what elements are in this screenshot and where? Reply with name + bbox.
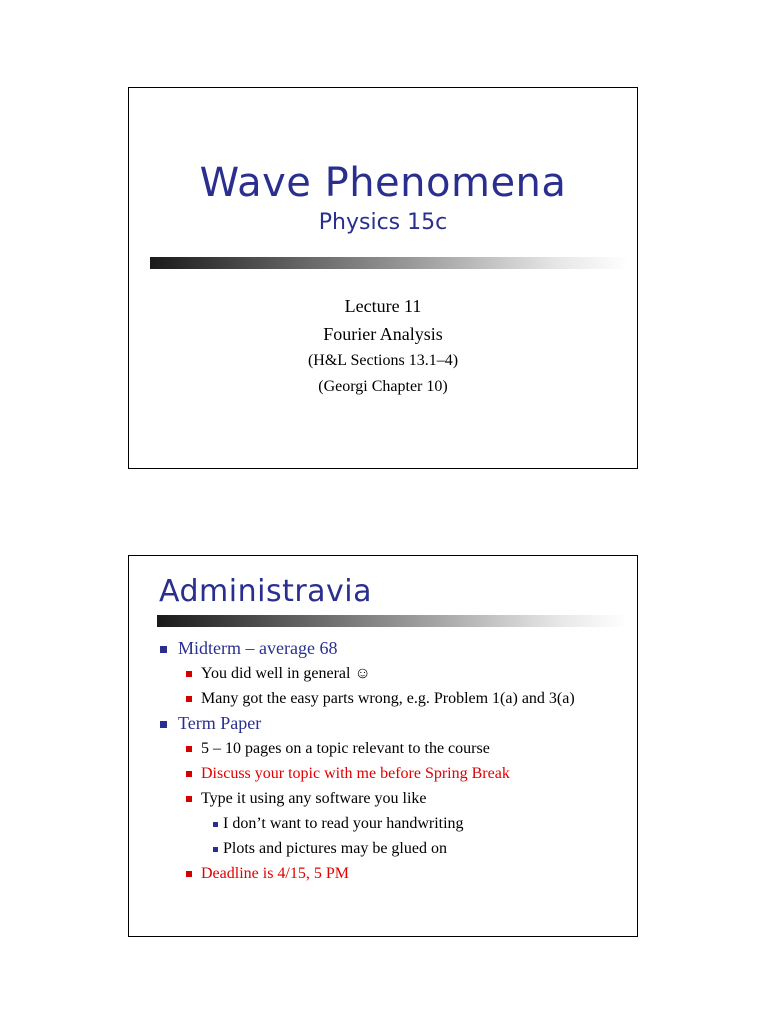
square-bullet-icon: [213, 847, 218, 852]
lecture-topic: Fourier Analysis: [323, 324, 443, 344]
bullet-text: Plots and pictures may be glued on: [223, 840, 447, 857]
square-bullet-icon: [186, 671, 192, 677]
bullet-item-level-1: [129, 711, 637, 736]
bullet-item-level-2: [129, 661, 637, 686]
bullet-item-level-3: [129, 811, 637, 836]
lecture-info: [129, 292, 637, 400]
bullet-text: Discuss your topic with me before Spring Break: [201, 765, 510, 782]
lecture-number: Lecture 11: [344, 296, 422, 316]
slide-subtitle: Physics 15c: [318, 210, 448, 235]
administravia-slide: [128, 555, 638, 937]
square-bullet-icon: [186, 771, 192, 777]
bullet-text: Type it using any software you like: [201, 790, 427, 807]
bullet-item-level-2: [129, 686, 637, 711]
bullet-item-level-2: [129, 761, 637, 786]
slide-title: Wave Phenomena: [199, 160, 567, 206]
square-bullet-icon: [186, 746, 192, 752]
bullet-text: You did well in general ☺: [201, 665, 371, 682]
bullet-text: Term Paper: [178, 713, 262, 733]
slide-title: Administravia: [159, 574, 373, 609]
bullet-text: Midterm – average 68: [178, 638, 338, 658]
square-bullet-icon: [186, 696, 192, 702]
square-bullet-icon: [160, 646, 167, 653]
bullet-item-level-3: [129, 836, 637, 861]
bullet-item-level-2: [129, 736, 637, 761]
bullet-list: [129, 636, 637, 886]
gradient-divider: [150, 257, 628, 269]
reference-hl: (H&L Sections 13.1–4): [307, 352, 459, 369]
bullet-item-level-1: [129, 636, 637, 661]
title-slide: [128, 87, 638, 469]
bullet-item-level-2: [129, 861, 637, 886]
bullet-text: 5 – 10 pages on a topic relevant to the course: [201, 740, 490, 757]
square-bullet-icon: [186, 796, 192, 802]
square-bullet-icon: [213, 822, 218, 827]
square-bullet-icon: [186, 871, 192, 877]
bullet-item-level-2: [129, 786, 637, 811]
bullet-text: I don’t want to read your handwriting: [223, 815, 464, 832]
square-bullet-icon: [160, 721, 167, 728]
bullet-text: Deadline is 4/15, 5 PM: [201, 865, 349, 882]
bullet-text: Many got the easy parts wrong, e.g. Problem 1(a) and 3(a): [201, 690, 575, 707]
gradient-divider: [157, 615, 627, 627]
reference-georgi: (Georgi Chapter 10): [318, 378, 448, 395]
